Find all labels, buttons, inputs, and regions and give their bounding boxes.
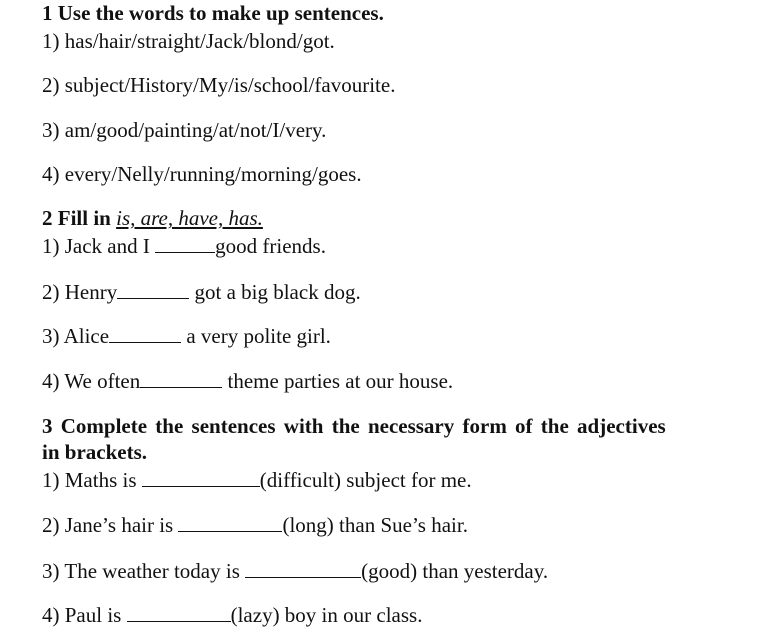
section-1-title: Use the words to make up sentences. xyxy=(57,1,384,25)
s3-item-2 xyxy=(42,513,468,537)
section-2-title: Fill in xyxy=(57,206,111,230)
s3-item-4-after: (lazy) boy in our class. xyxy=(230,603,423,627)
s2-item-3 xyxy=(42,324,331,348)
s3-item-3-blank[interactable] xyxy=(245,559,361,578)
section-2-heading xyxy=(42,206,263,230)
s2-item-2 xyxy=(42,280,361,304)
s2-item-3-blank[interactable] xyxy=(109,324,181,343)
s3-item-2-blank[interactable] xyxy=(178,513,282,532)
section-3-title-line1: Complete the sentences with the necessary form of the adjectives xyxy=(60,414,666,438)
s2-item-1-blank[interactable] xyxy=(155,234,215,253)
s3-item-4-blank[interactable] xyxy=(127,603,231,622)
s3-item-1-before: 1) Maths is xyxy=(42,468,142,492)
s2-item-4-after: theme parties at our house. xyxy=(222,369,454,393)
s2-item-1 xyxy=(42,234,326,258)
s3-item-3 xyxy=(42,559,548,583)
s3-item-3-after: (good) than yesterday. xyxy=(361,559,549,583)
section-3-title-line2: in brackets. xyxy=(42,440,147,464)
s1-item-4: 4) every/Nelly/running/morning/goes. xyxy=(42,162,362,186)
s2-item-3-before: 3) Alice xyxy=(42,324,110,348)
s2-item-4-blank[interactable] xyxy=(140,369,222,388)
s2-item-1-after: good friends. xyxy=(215,234,326,258)
s3-item-4-before: 4) Paul is xyxy=(42,603,127,627)
section-3-number: 3 xyxy=(42,414,53,438)
s3-item-1 xyxy=(42,468,472,492)
section-3-heading xyxy=(42,414,666,438)
s3-item-2-after: (long) than Sue’s hair. xyxy=(282,513,468,537)
s2-item-4-before: 4) We often xyxy=(42,369,141,393)
section-2-words: is, are, have, has. xyxy=(116,206,263,230)
section-1-number: 1 xyxy=(42,1,53,25)
s3-item-1-blank[interactable] xyxy=(142,468,260,487)
s1-item-2: 2) subject/History/My/is/school/favourite. xyxy=(42,73,396,97)
section-1-heading xyxy=(42,1,384,25)
s2-item-4 xyxy=(42,369,453,393)
s3-item-4 xyxy=(42,603,422,627)
s2-item-2-after: got a big black dog. xyxy=(189,280,361,304)
s2-item-3-after: a very polite girl. xyxy=(181,324,331,348)
s1-item-3: 3) am/good/painting/at/not/I/very. xyxy=(42,118,327,142)
s1-item-1: 1) has/hair/straight/Jack/blond/got. xyxy=(42,29,335,53)
s3-item-2-before: 2) Jane’s hair is xyxy=(42,513,179,537)
s2-item-1-before: 1) Jack and I xyxy=(42,234,156,258)
s3-item-1-after: (difficult) subject for me. xyxy=(259,468,472,492)
s3-item-3-before: 3) The weather today is xyxy=(42,559,246,583)
s2-item-2-before: 2) Henry xyxy=(42,280,118,304)
s2-item-2-blank[interactable] xyxy=(117,280,189,299)
section-2-number: 2 xyxy=(42,206,53,230)
